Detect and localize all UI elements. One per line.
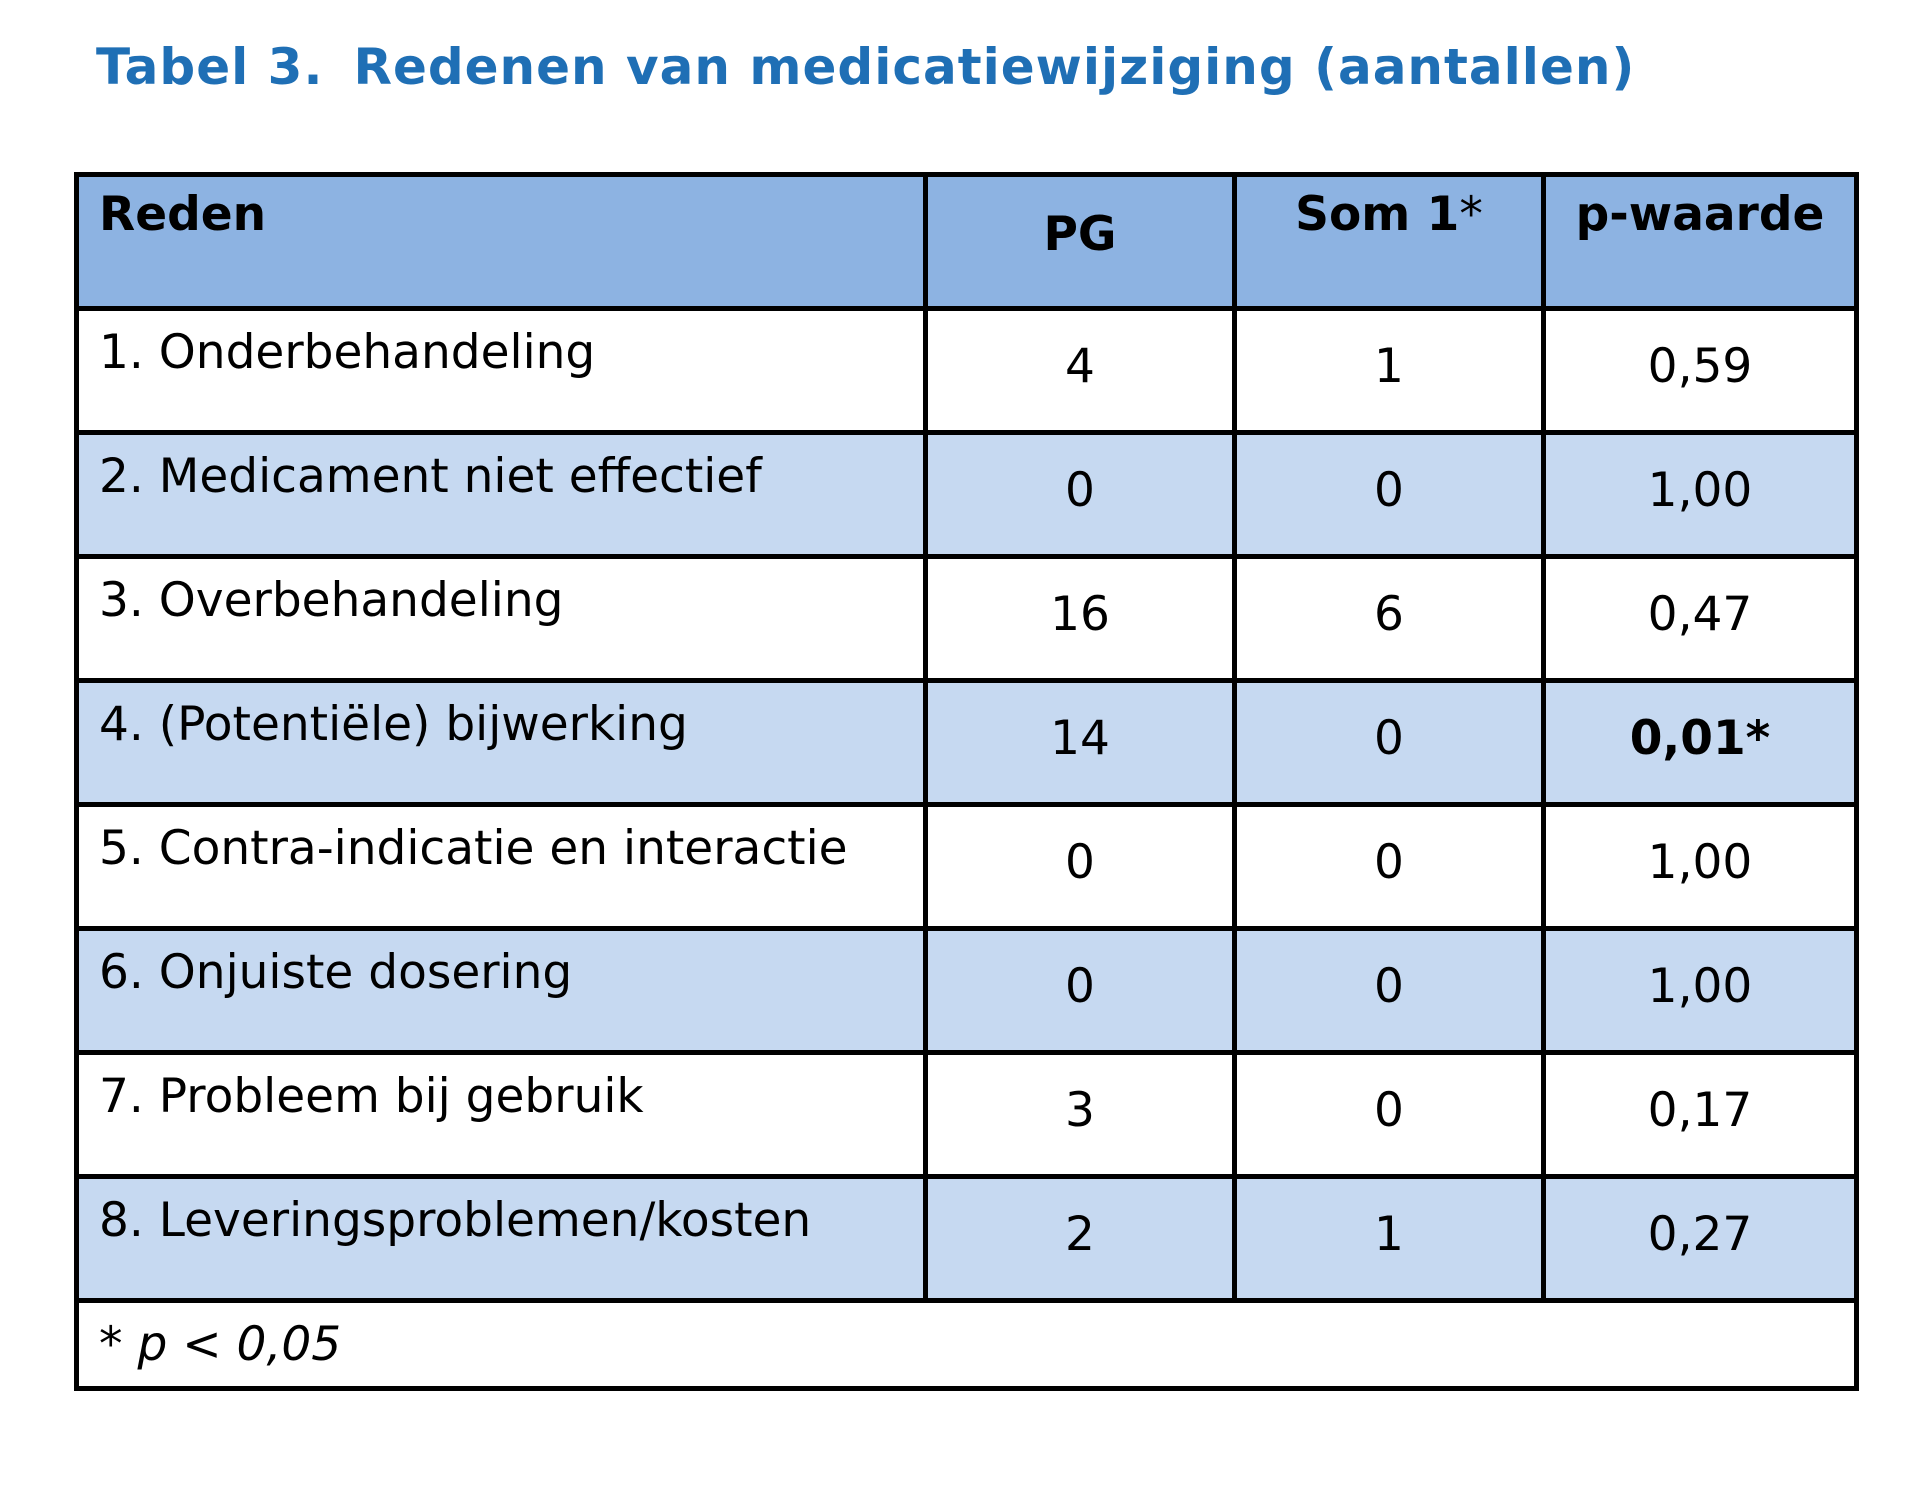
cell-p-value: 0,27 xyxy=(1544,1177,1857,1301)
cell-reason: 6. Onjuiste dosering xyxy=(77,929,926,1053)
table-header-row xyxy=(77,175,1857,309)
cell-som: 0 xyxy=(1235,929,1544,1053)
cell-p-value: 1,00 xyxy=(1544,929,1857,1053)
cell-p-value-significant: 0,01* xyxy=(1544,681,1857,805)
cell-som: 0 xyxy=(1235,681,1544,805)
header-pg: PG xyxy=(926,175,1235,309)
cell-reason: 2. Medicament niet effectief xyxy=(77,433,926,557)
cell-p-value: 0,17 xyxy=(1544,1053,1857,1177)
cell-p-value: 0,59 xyxy=(1544,309,1857,433)
table-title xyxy=(96,38,1635,96)
cell-p-value: 0,47 xyxy=(1544,557,1857,681)
cell-som: 1 xyxy=(1235,1177,1544,1301)
cell-som: 1 xyxy=(1235,309,1544,433)
header-som-marker: * xyxy=(1459,187,1483,242)
table-row xyxy=(77,1177,1857,1301)
table-row xyxy=(77,805,1857,929)
header-som xyxy=(1235,175,1544,309)
table-row xyxy=(77,929,1857,1053)
table-footnote-row xyxy=(77,1301,1857,1389)
cell-reason: 3. Overbehandeling xyxy=(77,557,926,681)
cell-reason: 5. Contra-indicatie en interactie xyxy=(77,805,926,929)
cell-som: 0 xyxy=(1235,433,1544,557)
table-row xyxy=(77,1053,1857,1177)
cell-reason: 8. Leveringsproblemen/kosten xyxy=(77,1177,926,1301)
cell-som: 0 xyxy=(1235,805,1544,929)
cell-pg: 0 xyxy=(926,929,1235,1053)
table-row xyxy=(77,681,1857,805)
cell-reason: 4. (Potentiële) bijwerking xyxy=(77,681,926,805)
cell-pg: 14 xyxy=(926,681,1235,805)
table-row xyxy=(77,557,1857,681)
cell-p-value: 1,00 xyxy=(1544,433,1857,557)
table-title-text: Redenen van medicatiewijziging (aantallen) xyxy=(353,38,1636,96)
cell-pg: 16 xyxy=(926,557,1235,681)
cell-pg: 0 xyxy=(926,433,1235,557)
header-som-label: Som 1 xyxy=(1295,187,1460,242)
cell-reason: 7. Probleem bij gebruik xyxy=(77,1053,926,1177)
table-footnote: * p < 0,05 xyxy=(77,1301,1857,1389)
cell-pg: 4 xyxy=(926,309,1235,433)
header-p-value: p-waarde xyxy=(1544,175,1857,309)
table-row xyxy=(77,433,1857,557)
cell-pg: 3 xyxy=(926,1053,1235,1177)
cell-som: 0 xyxy=(1235,1053,1544,1177)
cell-pg: 0 xyxy=(926,805,1235,929)
table-row xyxy=(77,309,1857,433)
cell-p-value: 1,00 xyxy=(1544,805,1857,929)
cell-reason: 1. Onderbehandeling xyxy=(77,309,926,433)
cell-som: 6 xyxy=(1235,557,1544,681)
medication-change-table xyxy=(74,172,1859,1391)
cell-pg: 2 xyxy=(926,1177,1235,1301)
table-number: Tabel 3. xyxy=(96,38,324,96)
header-reason: Reden xyxy=(77,175,926,309)
